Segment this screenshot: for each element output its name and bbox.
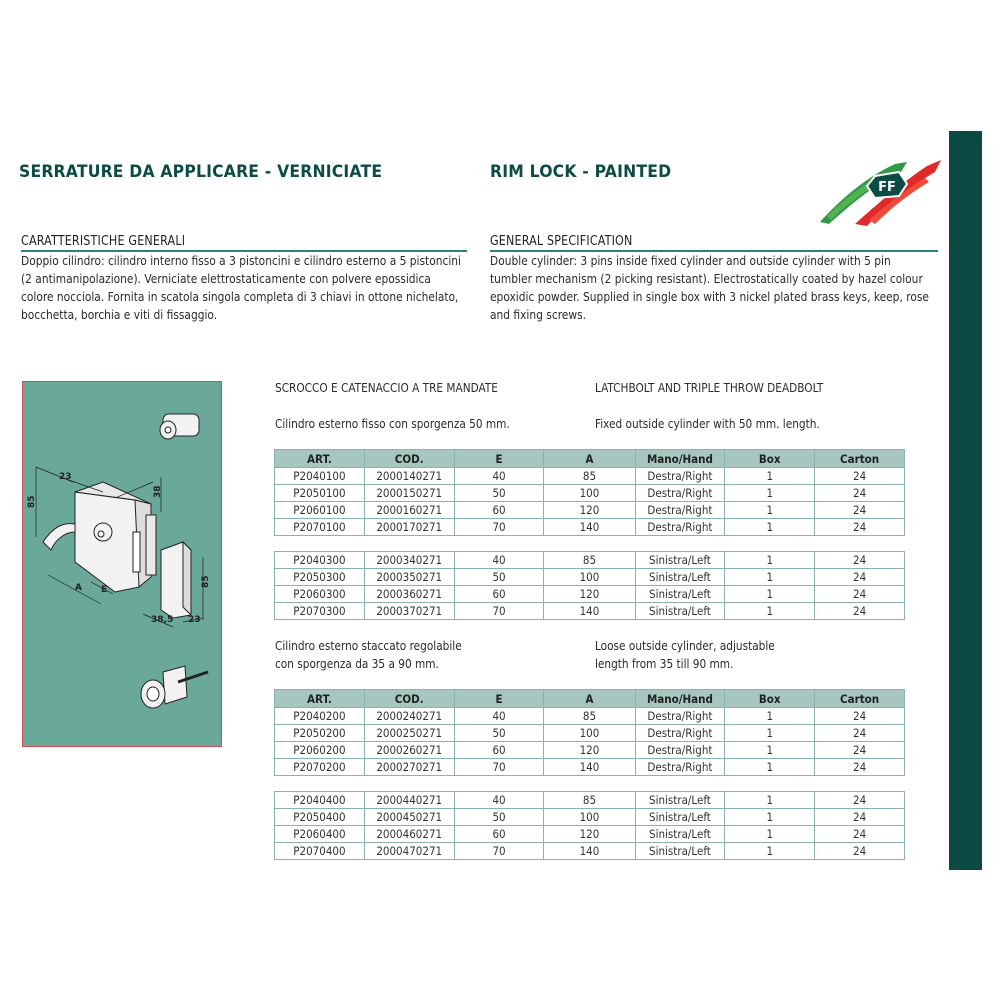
column-header-art: ART.: [275, 450, 365, 468]
product-table-loose-left: [274, 791, 905, 860]
column-header-hand: Mano/Hand: [635, 690, 725, 708]
svg-text:23: 23: [188, 615, 201, 625]
specs-body-italian: Doppio cilindro: cilindro interno fisso a 3 pistoncini e cilindro esterno a 5 pistoncini (2 antimanipolazione). Verniciate elettrostaticamente con polvere epossidica colore nocciola. Fornita in scatola singola completa di 3 chiavi in ottone nichelato, bocchetta, borchia e viti di fissaggio.: [21, 253, 461, 322]
cylinder-desc-english-loose: Loose outside cylinder, adjustable length from 35 till 90 mm.: [595, 638, 775, 671]
table-row: P2040100 2000140271 40 85 Destra/Right 1 24: [275, 468, 905, 485]
product-table-fixed-left: [274, 551, 905, 620]
cylinder-icon: [160, 414, 199, 439]
table-row: P2060100 2000160271 60 120 Destra/Right 1 24: [275, 502, 905, 519]
svg-text:23: 23: [59, 472, 72, 482]
cylinder-desc-italian-loose: Cilindro esterno staccato regolabile con sporgenza da 35 a 90 mm.: [275, 638, 462, 671]
rim-lock-technical-drawing: [22, 381, 222, 747]
table-row: P2040300 2000340271 40 85 Sinistra/Left 1 24: [275, 552, 905, 569]
column-header-cod: COD.: [364, 450, 454, 468]
svg-text:85: 85: [27, 495, 37, 508]
column-header-e: E: [454, 690, 544, 708]
page-title-italian: SERRATURE DA APPLICARE - VERNICIATE: [19, 162, 383, 182]
table-header-row: [275, 450, 905, 468]
table-row: P2050200 2000250271 50 100 Destra/Right 1 24: [275, 725, 905, 742]
lock-type-english: LATCHBOLT AND TRIPLE THROW DEADBOLT: [595, 380, 824, 395]
table-header-row: [275, 690, 905, 708]
table-row: P2070200 2000270271 70 140 Destra/Right 1 24: [275, 759, 905, 776]
svg-text:85: 85: [201, 575, 211, 588]
table-row: P2050300 2000350271 50 100 Sinistra/Left 1 24: [275, 569, 905, 586]
table-row: P2060200 2000260271 60 120 Destra/Right 1 24: [275, 742, 905, 759]
table-row: P2050100 2000150271 50 100 Destra/Right 1 24: [275, 485, 905, 502]
column-header-hand: Mano/Hand: [635, 450, 725, 468]
page-title-english: RIM LOCK - PAINTED: [490, 162, 672, 182]
column-header-box: Box: [725, 690, 815, 708]
table-row: P2070400 2000470271 70 140 Sinistra/Left 1 24: [275, 843, 905, 860]
table-row: P2060400 2000460271 60 120 Sinistra/Left 1 24: [275, 826, 905, 843]
column-header-carton: Carton: [815, 690, 905, 708]
column-header-a: A: [544, 690, 635, 708]
ff-brand-logo: [815, 150, 945, 230]
product-table-loose-right: [274, 689, 905, 776]
table-row: P2070300 2000370271 70 140 Sinistra/Left 1 24: [275, 603, 905, 620]
specs-heading-italian: CARATTERISTICHE GENERALI: [21, 234, 186, 249]
italian-flag-brush-icon: [815, 150, 945, 230]
svg-text:E: E: [101, 585, 108, 595]
cylinder-desc-english: Fixed outside cylinder with 50 mm. length.: [595, 416, 820, 431]
column-header-e: E: [454, 450, 544, 468]
column-header-box: Box: [725, 450, 815, 468]
specs-body-english: Double cylinder: 3 pins inside fixed cylinder and outside cylinder with 5 pin tumbler mechanism (2 picking resistant). Electrostatically coated by hazel colour epoxidic powder. Supplied in single box with 3 nickel plated brass keys, keep, rose and fixing screws.: [490, 253, 929, 322]
table-row: P2040200 2000240271 40 85 Destra/Right 1 24: [275, 708, 905, 725]
lock-type-italian: SCROCCO E CATENACCIO A TRE MANDATE: [275, 380, 498, 395]
column-header-art: ART.: [275, 690, 365, 708]
table-row: P2050400 2000450271 50 100 Sinistra/Left 1 24: [275, 809, 905, 826]
brand-sidebar: [949, 131, 982, 870]
cylinder-desc-italian: Cilindro esterno fisso con sporgenza 50 mm.: [275, 416, 510, 431]
table-row: P2060300 2000360271 60 120 Sinistra/Left 1 24: [275, 586, 905, 603]
table-row: P2070100 2000170271 70 140 Destra/Right 1 24: [275, 519, 905, 536]
table-row: P2040400 2000440271 40 85 Sinistra/Left 1 24: [275, 792, 905, 809]
svg-text:38,5: 38,5: [151, 615, 174, 625]
column-header-cod: COD.: [364, 690, 454, 708]
svg-text:38: 38: [153, 485, 163, 498]
product-table-fixed-right: [274, 449, 905, 536]
column-header-a: A: [544, 450, 635, 468]
svg-text:FF: FF: [878, 180, 896, 195]
rose-icon: [141, 666, 208, 708]
column-header-carton: Carton: [815, 450, 905, 468]
specs-heading-english: GENERAL SPECIFICATION: [490, 234, 633, 249]
svg-text:A: A: [75, 583, 82, 593]
lock-diagram-icon: [23, 382, 220, 745]
